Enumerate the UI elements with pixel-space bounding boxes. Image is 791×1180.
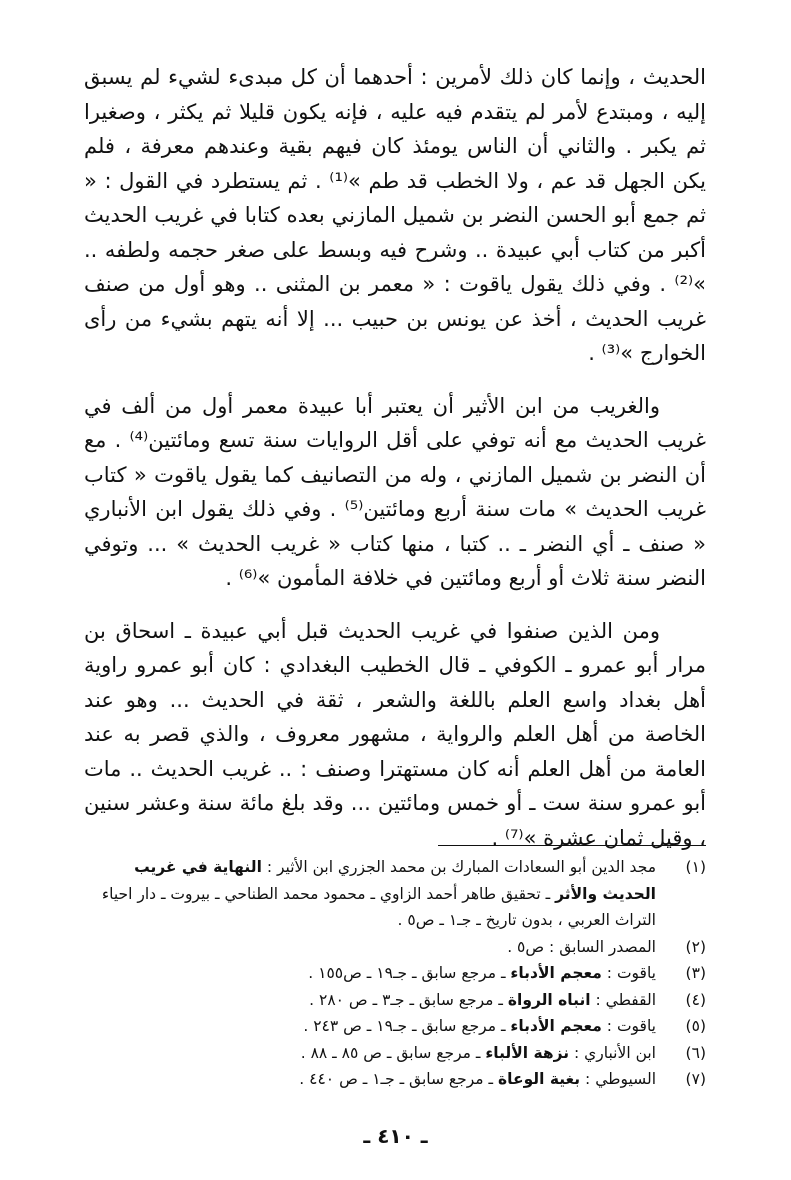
footnote-text: مجد الدين أبو السعادات المبارك بن محمد الجزري ابن الأثير : النهاية في غريب الحديث والأثر ـ تحقيق طاهر أحمد الزاوي ـ محمود محمد الطناحي ـ بيروت ـ دار احياء التراث العربي ، بدون تاريخ ـ جـ١ ـ ص٥ . <box>101 858 656 929</box>
page-number: ـ ٤١٠ ـ <box>363 1124 428 1148</box>
footnote <box>84 960 706 987</box>
footnote <box>84 854 706 934</box>
footnote <box>84 934 706 961</box>
main-text <box>84 60 706 855</box>
source-title: معجم الأدباء <box>510 964 602 982</box>
footnote <box>84 1066 706 1093</box>
source-title: معجم الأدباء <box>510 1017 602 1035</box>
footnote-text: المصدر السابق : ص٥ . <box>507 937 656 956</box>
footnote-number: (٧) <box>685 1070 706 1088</box>
footnote <box>84 1013 706 1040</box>
source-title: النهاية في غريب الحديث والأثر <box>134 858 656 903</box>
footnote-text: القفطي : انباه الرواة ـ مرجع سابق ـ جـ٣ ـ ص ٢٨٠ . <box>309 990 656 1009</box>
paragraph-1: الحديث ، وإنما كان ذلك لأمرين : أحدهما أن كل مبدىء لشيء لم يسبق إليه ، ومبتدع لأمر لم يتقدم فيه عليه ، فإنه يكون قليلا ثم يكثر ، وصغيرا ثم يكبر . والثاني أن الناس يومئذ كان فيهم بقية وعندهم معرفة ، فلم يكن الجهل قد عم ، ولا الخطب قد طم »⁽¹⁾ . ثم يستطرد في القول : « ثم جمع أبو الحسن النضر بن شميل المازني بعده كتابا في غريب الحديث أكبر من كتاب أبي عبيدة .. وشرح فيه وبسط على صغر حجمه ولطفه .. »⁽²⁾ . وفي ذلك يقول ياقوت : « معمر بن المثنى .. وهو أول من صنف غريب الحديث ، أخذ عن يونس بن حبيب ... إلا أنه يتهم بشيء من رأى الخوارج »⁽³⁾ . <box>84 65 707 365</box>
paragraph-2: والغريب من ابن الأثير أن يعتبر أبا عبيدة معمر أول من ألف في غريب الحديث مع أنه توفي على أقل الروايات سنة تسع ومائتين⁽⁴⁾ . مع أن النضر بن شميل المازني ، وله من التصانيف كما يقول ياقوت « كتاب غريب الحديث » مات سنة أربع ومائتين⁽⁵⁾ . وفي ذلك يقول ابن الأنباري « صنف ـ أي النضر ـ .. كتبا ، منها كتاب « غريب الحديث » ... وتوفي النضر سنة ثلاث أو أربع ومائتين في خلافة المأمون »⁽⁶⁾ . <box>84 393 706 590</box>
footnote-number: (٥) <box>685 1017 706 1035</box>
footnote <box>84 1040 706 1067</box>
footnote-text: ياقوت : معجم الأدباء ـ مرجع سابق ـ جـ١٩ ـ ص ٢٤٣ . <box>303 1017 656 1035</box>
footnote-number: (٢) <box>685 937 706 956</box>
footnote-text: السيوطي : بغية الوعاة ـ مرجع سابق ـ جـ١ ـ ص ٤٤٠ . <box>299 1070 656 1088</box>
footnote-number: (٣) <box>685 964 706 982</box>
source-title: انباه الرواة <box>507 990 591 1009</box>
footnote-text: ابن الأنباري : نزهة الألباء ـ مرجع سابق ـ ص ٨٥ ـ ٨٨ . <box>300 1043 656 1062</box>
source-title: نزهة الألباء <box>485 1043 570 1062</box>
footnote <box>84 987 706 1014</box>
footnotes <box>84 854 706 1093</box>
footnote-text: ياقوت : معجم الأدباء ـ مرجع سابق ـ جـ١٩ ـ ص١٥٥ . <box>308 964 656 982</box>
footnote-number: (١) <box>685 858 706 876</box>
footnote-number: (٦) <box>685 1043 706 1062</box>
source-title: بغية الوعاة <box>498 1070 581 1088</box>
footnote-separator <box>438 845 706 846</box>
paragraph-3: ومن الذين صنفوا في غريب الحديث قبل أبي عبيدة ـ اسحاق بن مرار أبو عمرو ـ الكوفي ـ قال الخطيب البغدادي : كان أبو عمرو راوية أهل بغداد واسع العلم باللغة والشعر ، ثقة في الحديث ... وهو عند الخاصة من أهل العلم والرواية ، مشهور معروف ، والذي قصر به عند العامة من أهل العلم أنه كان مستهترا وصنف : .. غريب الحديث .. مات أبو عمرو سنة ست ـ أو خمس ومائتين ... وقد بلغ مائة سنة وعشر سنين ، وقيل ثمان عشرة »⁽⁷⁾ . <box>84 618 706 850</box>
footnote-number: (٤) <box>685 990 706 1009</box>
